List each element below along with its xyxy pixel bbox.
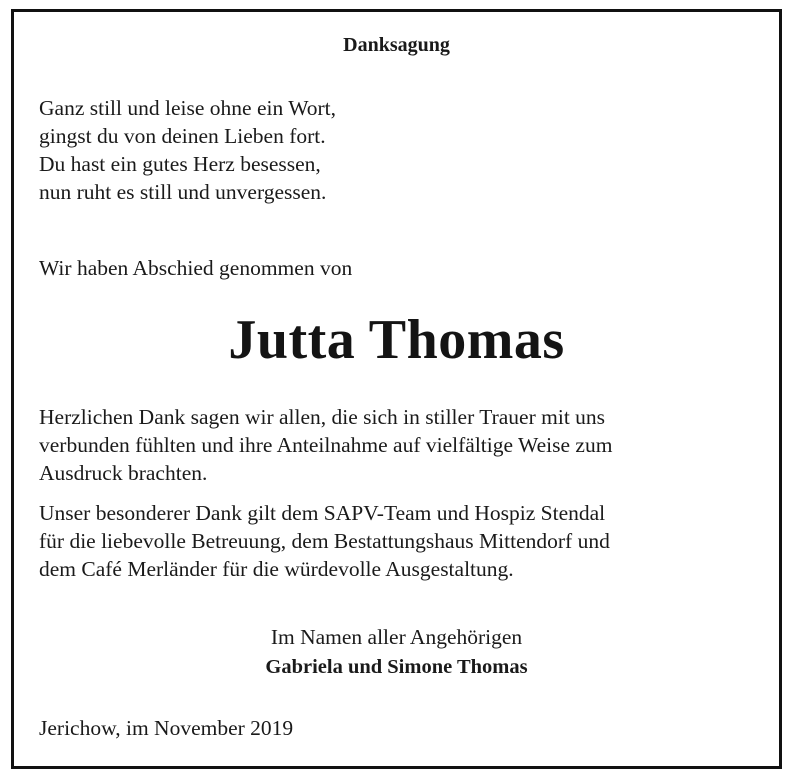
place-date: Jerichow, im November 2019 bbox=[39, 716, 294, 740]
signatory-names: Gabriela und Simone Thomas bbox=[265, 656, 528, 678]
poem-line: nun ruht es still und unvergessen. bbox=[39, 180, 327, 204]
thanks-line: Herzlichen Dank sagen wir allen, die sich in stiller Trauer mit uns bbox=[39, 405, 606, 429]
thanks-line: für die liebevolle Betreuung, dem Bestattungshaus Mittendorf und bbox=[39, 529, 610, 553]
farewell-intro: Wir haben Abschied genommen von bbox=[39, 256, 353, 280]
thanks-line: Ausdruck brachten. bbox=[39, 461, 208, 485]
on-behalf-line: Im Namen aller Angehörigen bbox=[270, 625, 523, 649]
thanks-line: verbunden fühlten und ihre Anteilnahme auf vielfältige Weise zum bbox=[39, 433, 613, 457]
deceased-name: Jutta Thomas bbox=[228, 309, 565, 371]
poem-line: gingst du von deinen Lieben fort. bbox=[39, 124, 326, 148]
thanks-line: Unser besonderer Dank gilt dem SAPV-Team und Hospiz Stendal bbox=[39, 501, 606, 525]
obituary-notice bbox=[11, 9, 782, 769]
poem-line: Ganz still und leise ohne ein Wort, bbox=[39, 96, 337, 120]
thanks-line: dem Café Merländer für die würdevolle Ausgestaltung. bbox=[39, 557, 514, 581]
notice-heading: Danksagung bbox=[343, 34, 450, 56]
poem-line: Du hast ein gutes Herz besessen, bbox=[39, 152, 321, 176]
